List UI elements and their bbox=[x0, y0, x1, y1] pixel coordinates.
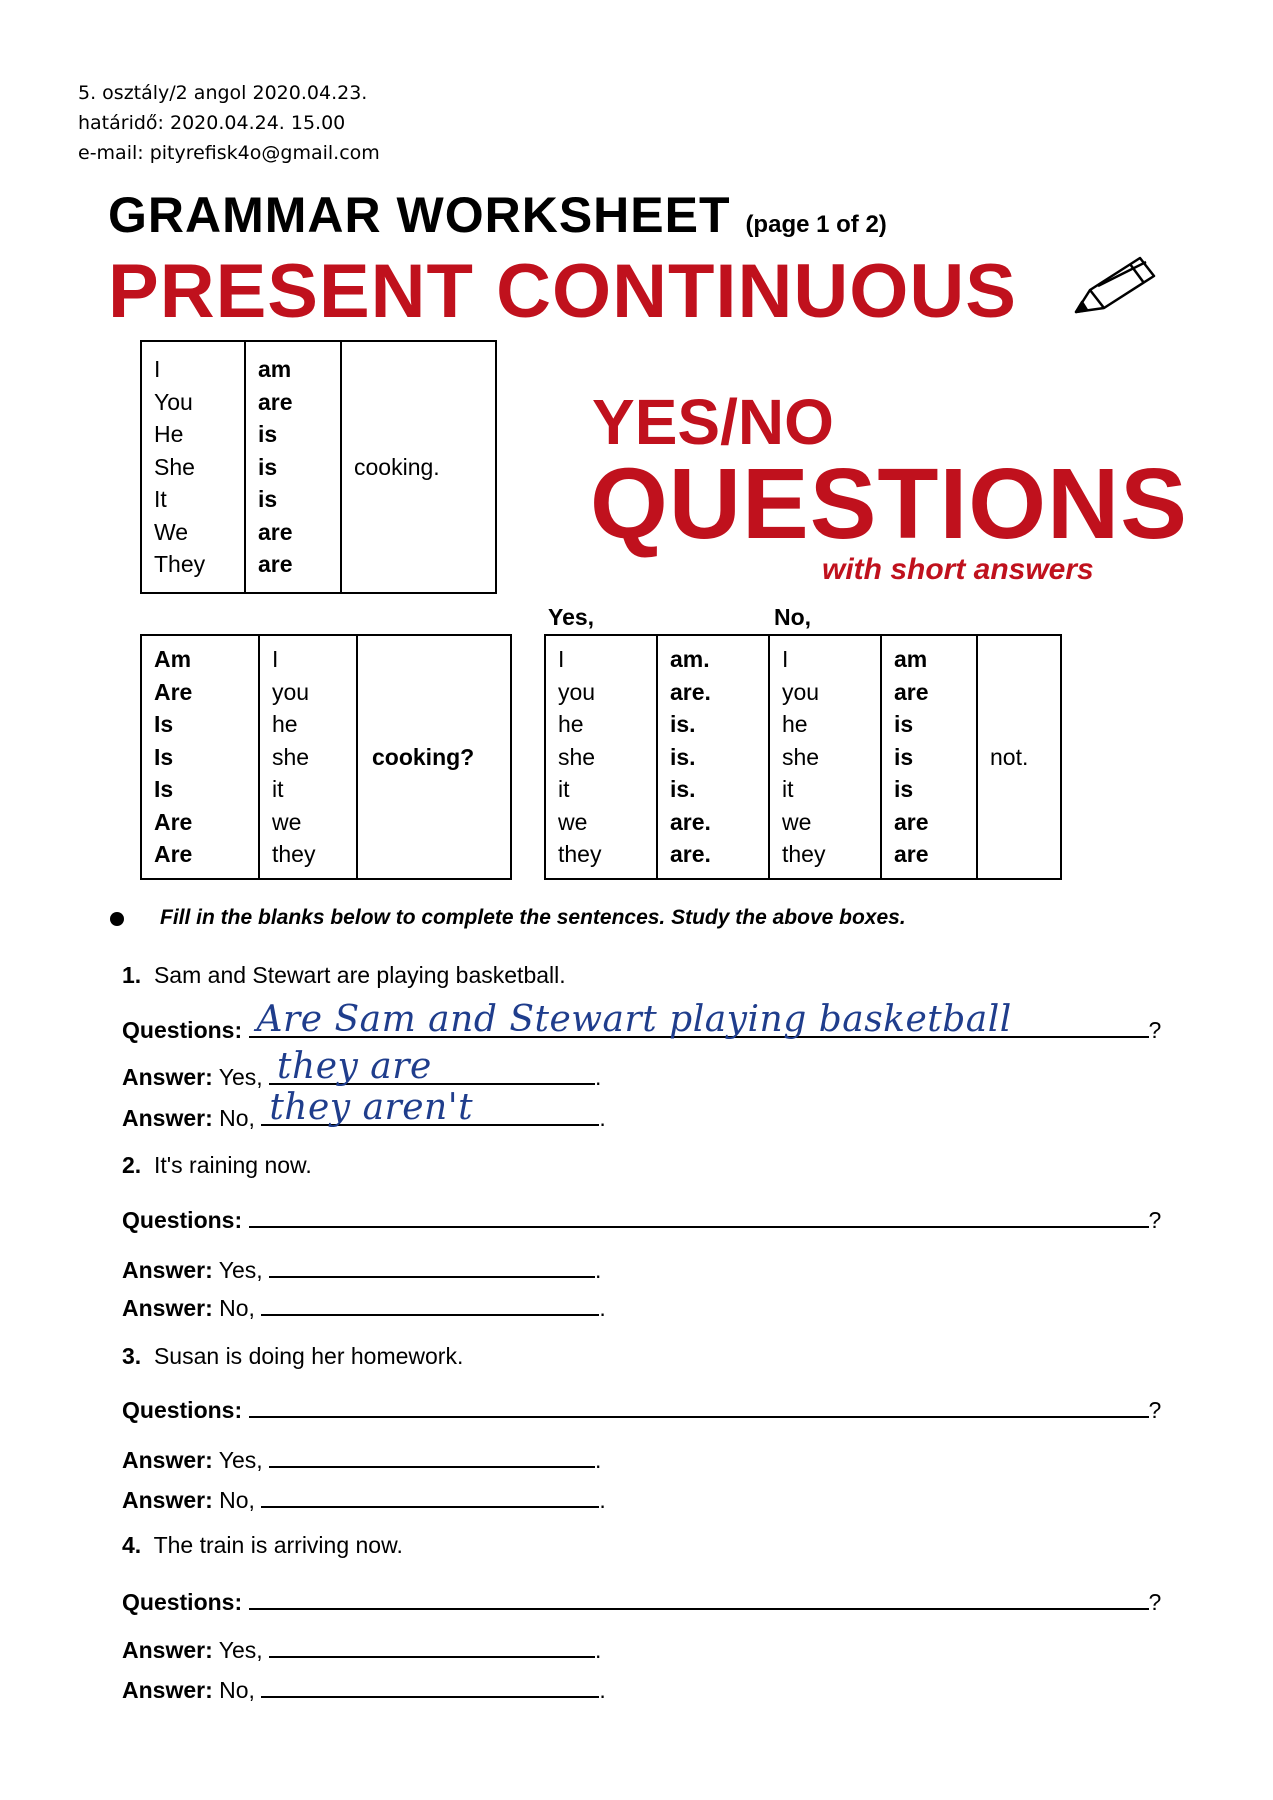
exercise-number: 4. bbox=[122, 1532, 142, 1558]
handwritten-answer: they aren't bbox=[269, 1087, 474, 1128]
question-main-verb: cooking? bbox=[357, 635, 511, 879]
no-blank[interactable] bbox=[261, 1087, 599, 1128]
topic-title: PRESENT CONTINUOUS bbox=[108, 249, 1017, 334]
question-aux: Am Are Is Is Is Are Are bbox=[141, 635, 259, 879]
answer-label: Answer: bbox=[122, 1105, 213, 1131]
exercise-2-yes-row bbox=[122, 1250, 601, 1284]
exercise-4-yes-row bbox=[122, 1630, 601, 1664]
question-mark: ? bbox=[1148, 1207, 1162, 1233]
exercise-4-question-row bbox=[122, 1582, 1161, 1616]
period: . bbox=[599, 1677, 606, 1703]
exercise-sentence: The train is arriving now. bbox=[153, 1532, 403, 1558]
pencil-icon bbox=[1068, 250, 1158, 325]
answer-label: Answer: bbox=[122, 1637, 213, 1663]
questions-label: Questions: bbox=[122, 1207, 243, 1233]
period: . bbox=[595, 1637, 602, 1663]
question-blank[interactable] bbox=[249, 999, 1149, 1040]
statement-main-verb: cooking. bbox=[341, 341, 496, 593]
answer-label: Answer: bbox=[122, 1447, 213, 1473]
yes-word: Yes, bbox=[218, 1257, 263, 1283]
exercise-2-question-row bbox=[122, 1200, 1161, 1234]
exercise-number: 1. bbox=[122, 962, 142, 988]
not-word: not. bbox=[977, 635, 1061, 879]
no-blank[interactable] bbox=[261, 1670, 599, 1698]
exercise-number: 3. bbox=[122, 1343, 142, 1369]
answer-table bbox=[544, 634, 1062, 880]
yes-word: Yes, bbox=[218, 1064, 263, 1090]
statement-verbs: am are is is is are are bbox=[245, 341, 341, 593]
no-word: No, bbox=[219, 1487, 255, 1513]
yes-label: Yes, bbox=[548, 604, 595, 630]
yes-blank[interactable] bbox=[269, 1250, 595, 1278]
answer-label: Answer: bbox=[122, 1677, 213, 1703]
short-answers-subtitle: with short answers bbox=[822, 553, 1094, 586]
answer-label: Answer: bbox=[122, 1064, 213, 1090]
yes-blank[interactable] bbox=[269, 1630, 595, 1658]
yes-blank[interactable] bbox=[269, 1440, 595, 1468]
no-word: No, bbox=[219, 1677, 255, 1703]
answer-label: Answer: bbox=[122, 1257, 213, 1283]
exercise-4-prompt bbox=[122, 1532, 403, 1559]
worksheet-title-text: GRAMMAR WORKSHEET bbox=[108, 187, 731, 243]
handwritten-answer: they are bbox=[277, 1046, 432, 1087]
period: . bbox=[599, 1295, 606, 1321]
bullet-icon bbox=[110, 912, 124, 926]
answer-label: Answer: bbox=[122, 1295, 213, 1321]
yesno-title bbox=[590, 386, 1188, 586]
question-table bbox=[140, 634, 512, 880]
question-blank[interactable] bbox=[249, 1390, 1149, 1418]
exercise-1-no-row bbox=[122, 1087, 606, 1132]
header-email: e-mail: pityrefisk4o@gmail.com bbox=[78, 142, 380, 164]
questions-label: Questions: bbox=[122, 1397, 243, 1423]
questions-label: Questions: bbox=[122, 1017, 243, 1043]
exercise-number: 2. bbox=[122, 1152, 142, 1178]
questions-heading: QUESTIONS bbox=[590, 448, 1188, 560]
header-deadline: határidő: 2020.04.24. 15.00 bbox=[78, 112, 346, 134]
exercise-4-no-row bbox=[122, 1670, 606, 1704]
yes-subjects: I you he she it we they bbox=[545, 635, 657, 879]
yes-word: Yes, bbox=[218, 1447, 263, 1473]
answer-label: Answer: bbox=[122, 1487, 213, 1513]
exercise-3-yes-row bbox=[122, 1440, 601, 1474]
page-indicator: (page 1 of 2) bbox=[745, 211, 887, 238]
period: . bbox=[595, 1257, 602, 1283]
exercise-3-no-row bbox=[122, 1480, 606, 1514]
question-blank[interactable] bbox=[249, 1582, 1149, 1610]
exercise-sentence: Susan is doing her homework. bbox=[153, 1343, 464, 1369]
exercise-3-question-row bbox=[122, 1390, 1161, 1424]
question-blank[interactable] bbox=[249, 1200, 1149, 1228]
exercise-1-question-row bbox=[122, 999, 1162, 1044]
yes-blank[interactable] bbox=[269, 1046, 595, 1087]
yesno-heading: YES/NO bbox=[592, 386, 834, 458]
period: . bbox=[599, 1487, 606, 1513]
no-blank[interactable] bbox=[261, 1480, 599, 1508]
exercise-1-prompt bbox=[122, 962, 566, 989]
no-blank[interactable] bbox=[261, 1288, 599, 1316]
exercise-3-prompt bbox=[122, 1343, 463, 1370]
no-subjects: I you he she it we they bbox=[769, 635, 881, 879]
question-mark: ? bbox=[1148, 1397, 1162, 1423]
worksheet-title bbox=[108, 186, 887, 244]
period: . bbox=[595, 1064, 602, 1090]
exercise-1-yes-row bbox=[122, 1046, 602, 1091]
statement-table bbox=[140, 340, 497, 594]
exercise-sentence: It's raining now. bbox=[153, 1152, 312, 1178]
exercise-sentence: Sam and Stewart are playing basketball. bbox=[153, 962, 566, 988]
header-class-date: 5. osztály/2 angol 2020.04.23. bbox=[78, 82, 368, 104]
instructions: Fill in the blanks below to complete the sentences. Study the above boxes. bbox=[160, 906, 906, 929]
handwritten-answer: Are Sam and Stewart playing basketball bbox=[256, 999, 1012, 1040]
questions-label: Questions: bbox=[122, 1589, 243, 1615]
no-word: No, bbox=[219, 1295, 255, 1321]
no-label: No, bbox=[774, 604, 812, 630]
exercise-2-prompt bbox=[122, 1152, 312, 1179]
period: . bbox=[595, 1447, 602, 1473]
no-verbs: am are is is is are are bbox=[881, 635, 977, 879]
question-subjects: I you he she it we they bbox=[259, 635, 357, 879]
no-word: No, bbox=[219, 1105, 255, 1131]
period: . bbox=[599, 1105, 606, 1131]
yes-verbs: am. are. is. is. is. are. are. bbox=[657, 635, 769, 879]
question-mark: ? bbox=[1148, 1017, 1162, 1043]
exercise-2-no-row bbox=[122, 1288, 606, 1322]
statement-subjects: I You He She It We They bbox=[141, 341, 245, 593]
yes-word: Yes, bbox=[218, 1637, 263, 1663]
question-mark: ? bbox=[1148, 1589, 1162, 1615]
header-block bbox=[78, 78, 380, 168]
